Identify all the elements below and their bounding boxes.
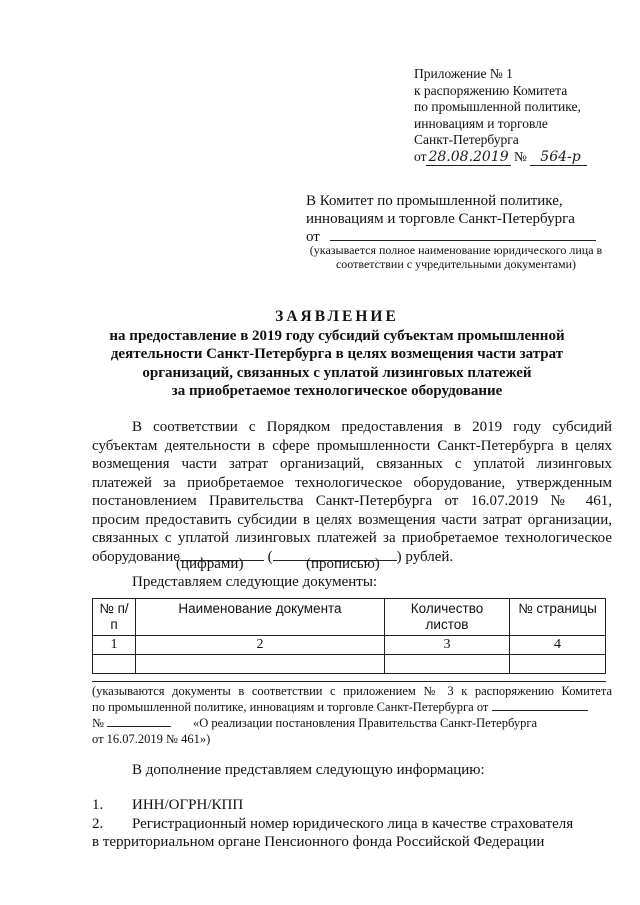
appendix-date-line	[414, 149, 587, 167]
words-label: (прописью)	[306, 556, 380, 572]
main-paragraph	[92, 418, 612, 566]
title-line: деятельности Санкт-Петербурга в целях возмещения части затрат	[110, 346, 564, 362]
table-row	[93, 636, 606, 655]
paren-open: (	[267, 548, 273, 565]
table-cell: 1	[93, 636, 136, 655]
table-cell	[510, 655, 606, 674]
additional-intro: В дополнение представляем следующую информацию:	[132, 762, 485, 778]
note-date-blank	[492, 710, 588, 711]
handwritten-number: 564-р	[530, 149, 586, 167]
table-cell: 3	[385, 636, 510, 655]
addressee-line: инновациям и торговле Санкт-Петербурга	[306, 211, 575, 227]
digits-label: (цифрами)	[176, 556, 244, 572]
paragraph-line: платежей за приобретаемое технологическое оборудование, утвержденным	[92, 474, 612, 491]
table-cell: 2	[136, 636, 385, 655]
note-line	[92, 715, 612, 731]
table-header-row	[93, 599, 606, 636]
addressee-line: В Комитет по промышленной политике,	[306, 193, 563, 209]
date-prefix: от	[414, 148, 427, 164]
header-number: № п/п	[93, 599, 136, 636]
appendix-line: к распоряжению Комитета	[414, 82, 568, 98]
paragraph-line: связанных с уплатой лизинговых платежей за приобретаемое технологическое	[92, 530, 612, 546]
documents-note	[92, 683, 612, 747]
note-text: «О реализации постановления Правительства Санкт-Петербурга	[192, 716, 538, 730]
appendix-line: инновациям и торговле	[414, 115, 548, 131]
documents-intro: Представляем следующие документы:	[132, 574, 378, 590]
from-label: от	[306, 229, 320, 245]
number-prefix: №	[514, 148, 527, 164]
list-item-text: Регистрационный номер юридического лица в качестве страхователя	[132, 815, 574, 832]
header-page-number: № страницы	[510, 599, 606, 636]
table-cell	[136, 655, 385, 674]
note-number-prefix: №	[92, 716, 104, 730]
appendix-line: Санкт-Петербурга	[414, 132, 519, 147]
addressee-block	[306, 192, 596, 246]
list-item-number: 1.	[92, 797, 104, 813]
handwritten-date: 28.08.2019	[428, 148, 509, 165]
from-blank-line	[330, 240, 596, 241]
paragraph-line: просим предоставить субсидии в целях возмещения части затрат организации,	[92, 511, 612, 528]
amount-prefix: оборудование	[92, 548, 180, 565]
list-item-continuation: в территориальном органе Пенсионного фонда Российской Федерации	[92, 834, 545, 850]
list-item-text: ИНН/ОГРН/КПП	[132, 797, 244, 813]
title-line: организаций, связанных с уплатой лизинговых платежей	[142, 364, 532, 381]
paragraph-line: В соответствии с Порядком предоставления в 2019 году субсидий	[132, 419, 612, 435]
appendix-line: по промышленной политике,	[414, 99, 581, 114]
list-item	[92, 815, 612, 834]
note-line: от 16.07.2019 № 461»)	[92, 732, 211, 746]
table-row	[93, 655, 606, 674]
document-title	[92, 308, 582, 401]
header-document-name: Наименование документа	[136, 599, 385, 636]
note-text: по промышленной политике, инновациям и торговле Санкт-Петербурга от	[92, 700, 489, 714]
title-line: за приобретаемое технологическое оборудование	[171, 383, 503, 399]
paragraph-line: субъектам деятельности в сфере промышленности Санкт-Петербурга в целях	[92, 437, 612, 454]
list-item-number: 2.	[92, 815, 104, 832]
appendix-line: Приложение № 1	[414, 66, 513, 81]
note-line	[92, 699, 612, 715]
note-line: (указываются документы в соответствии с приложением № 3 к распоряжению Комитета	[92, 684, 612, 698]
note-number-blank	[107, 726, 171, 727]
header-sheet-count: Количество листов	[385, 599, 510, 636]
list-item	[92, 796, 612, 815]
amount-suffix: ) рублей.	[396, 548, 454, 565]
addressee-note: (указывается полное наименование юридического лица в соответствии с учредительными документами)	[309, 243, 603, 271]
table-cell	[385, 655, 510, 674]
title-heading: ЗАЯВЛЕНИЕ	[275, 308, 399, 325]
table-cell: 4	[510, 636, 606, 655]
paragraph-line: возмещения части затрат организаций, связанных с уплатой лизинговых	[92, 456, 612, 472]
info-list	[92, 796, 612, 852]
paragraph-line: постановлением Правительства Санкт-Петербурга от 16.07.2019 № 461,	[92, 493, 612, 509]
documents-table	[92, 598, 606, 674]
title-line: на предоставление в 2019 году субсидий субъектам промышленной	[109, 327, 565, 344]
appendix-header	[414, 66, 587, 166]
table-cell	[93, 655, 136, 674]
note-divider	[92, 681, 606, 682]
